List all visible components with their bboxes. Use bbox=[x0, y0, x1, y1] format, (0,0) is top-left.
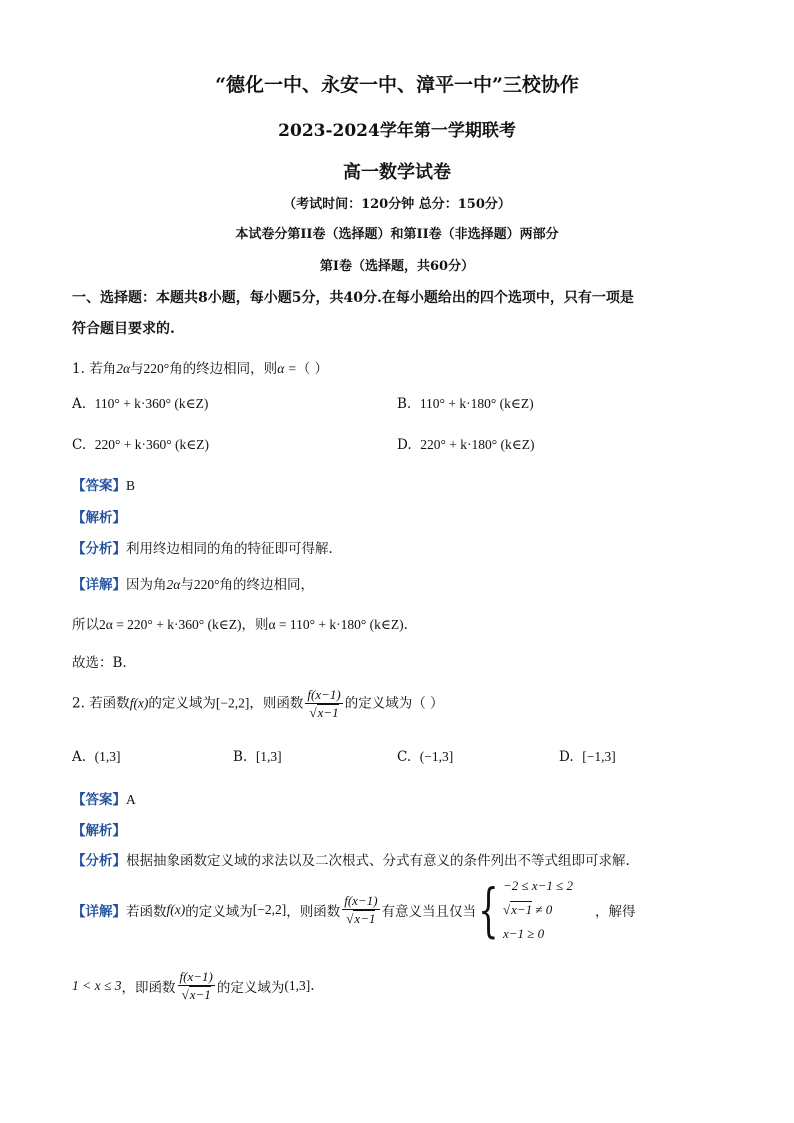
xj-math: 220° bbox=[193, 577, 220, 592]
q1-text-pre: 若角 bbox=[89, 361, 117, 377]
q1-option-a bbox=[72, 396, 208, 412]
xj-text: ，解得 bbox=[595, 904, 636, 920]
option-label: A. bbox=[72, 396, 87, 412]
xj-text: ，则 bbox=[241, 617, 269, 633]
xj-math: 2α = 220° + k·360° (k∈Z) bbox=[99, 617, 242, 632]
xj-math: [−2,2] bbox=[252, 902, 287, 917]
option-text: 110° + k·360° (k∈Z) bbox=[94, 396, 209, 411]
q1-answer bbox=[72, 474, 135, 494]
result-text: . bbox=[310, 978, 315, 994]
result-fraction: $\frac{f(x-1)}{√x-1}$ bbox=[179, 969, 213, 1002]
q1-blank: （ ） bbox=[296, 361, 329, 377]
title-subject: 高一数学试卷 bbox=[343, 162, 451, 183]
exam-structure: 本试卷分第II卷（选择题）和第II卷（非选择题）两部分 bbox=[235, 227, 559, 242]
system-neq: ≠ 0 bbox=[532, 902, 553, 917]
fenxi-tag: 【分析】 bbox=[72, 541, 126, 557]
xiangjie-tag: 【详解】 bbox=[72, 904, 126, 920]
q1-text-mid: 与 bbox=[130, 361, 144, 377]
option-text: 110° + k·180° (k∈Z) bbox=[419, 396, 534, 411]
q1-math-2alpha: 2α bbox=[116, 361, 131, 376]
xj-text: 所以 bbox=[72, 617, 99, 633]
fraction-denominator: x−1 bbox=[354, 911, 376, 926]
q1-option-c bbox=[72, 437, 209, 453]
q2-xiangjie bbox=[72, 874, 636, 946]
xj-fraction: $\frac{f(x-1)}{√x-1}$ bbox=[344, 893, 378, 926]
q2-math: [−2,2] bbox=[215, 695, 250, 711]
q2-fraction: $\frac{f(x-1)}{√x-1}$ bbox=[307, 687, 341, 720]
answer-tag: 【答案】 bbox=[72, 478, 126, 494]
fenxi-text: 利用终边相同的角的特征即可得解. bbox=[126, 541, 333, 557]
answer-value: B bbox=[126, 478, 136, 493]
option-text: (−1,3] bbox=[419, 749, 454, 764]
option-label: D. bbox=[397, 437, 412, 453]
question-2 bbox=[72, 686, 444, 722]
xj-text: 有意义当且仅当 bbox=[381, 904, 477, 920]
q1-xiangjie-1 bbox=[72, 573, 314, 593]
q2-number: 2. bbox=[72, 695, 85, 712]
system-line-2: √x−1 ≠ 0 bbox=[502, 902, 553, 917]
option-label: A. bbox=[72, 749, 87, 765]
fraction-denominator: x−1 bbox=[189, 987, 211, 1002]
answer-value: A bbox=[126, 792, 136, 807]
xj-text: ，则函数 bbox=[286, 904, 341, 920]
q2-answer bbox=[72, 788, 136, 808]
option-text: [−1,3] bbox=[582, 749, 616, 764]
fraction-numerator: f(x−1) bbox=[179, 969, 213, 984]
q1-analysis-tag: 【解析】 bbox=[72, 510, 126, 526]
q2-result bbox=[72, 966, 315, 1006]
option-label: D. bbox=[559, 749, 574, 765]
q1-text-post: 角的终边相同，则 bbox=[169, 361, 278, 377]
result-value: (1,3] bbox=[284, 978, 311, 993]
option-text: 220° + k·360° (k∈Z) bbox=[94, 437, 209, 452]
inequality-system bbox=[503, 874, 573, 946]
fenxi-text: 根据抽象函数定义域的求法以及二次根式、分式有意义的条件列出不等式组即可求解. bbox=[126, 853, 630, 869]
title-schools: “德化一中、永安一中、漳平一中”三校协作 bbox=[215, 74, 579, 96]
q2-option-c bbox=[397, 749, 453, 765]
xj-text: 角的终边相同， bbox=[219, 577, 314, 593]
result-text: 的定义域为 bbox=[216, 980, 285, 996]
q2-fenxi bbox=[72, 849, 630, 869]
section-instructions-1: 一、选择题：本题共8小题，每小题5分，共40分.在每小题给出的四个选项中，只有一项是 bbox=[72, 290, 634, 306]
section-instructions-2: 符合题目要求的. bbox=[72, 321, 175, 337]
q1-xiangjie-2 bbox=[72, 613, 408, 633]
q1-option-d bbox=[397, 437, 535, 453]
xj-text: . bbox=[403, 617, 408, 633]
xiangjie-tag: 【详解】 bbox=[72, 577, 126, 593]
fraction-denominator: x−1 bbox=[317, 705, 339, 720]
title-year: 2023-2024学年第一学期联考 bbox=[278, 121, 516, 141]
q2-option-a bbox=[72, 749, 121, 765]
question-1 bbox=[72, 357, 328, 377]
system-line-1: −2 ≤ x−1 ≤ 2 bbox=[502, 878, 574, 893]
fraction-numerator: f(x−1) bbox=[307, 687, 341, 702]
exam-info: （考试时间：120分钟 总分：150分） bbox=[283, 197, 511, 212]
q2-option-d bbox=[559, 749, 616, 765]
option-text: (1,3] bbox=[94, 749, 121, 764]
system-line-3: x−1 ≥ 0 bbox=[502, 926, 545, 941]
answer-tag: 【答案】 bbox=[72, 792, 126, 808]
result-text: ，即函数 bbox=[121, 980, 176, 996]
option-label: C. bbox=[397, 749, 412, 765]
q1-number: 1. bbox=[72, 361, 85, 377]
system-brace: { bbox=[478, 876, 499, 944]
q2-text: 的定义域为 bbox=[148, 695, 216, 712]
option-label: B. bbox=[233, 749, 248, 765]
option-label: C. bbox=[72, 437, 87, 453]
q2-text: 若函数 bbox=[89, 695, 130, 712]
system-sqrt: x−1 bbox=[511, 902, 533, 917]
q2-option-b bbox=[233, 749, 282, 765]
xj-math: 2α bbox=[166, 577, 181, 592]
fenxi-tag: 【分析】 bbox=[72, 853, 126, 869]
q1-fenxi bbox=[72, 537, 333, 557]
q2-text: 的定义域为（ ） bbox=[344, 695, 444, 712]
q2-text: ，则函数 bbox=[249, 695, 304, 712]
xj-text: 与 bbox=[180, 577, 194, 593]
q1-conclusion: 故选：B. bbox=[72, 655, 127, 671]
option-label: B. bbox=[397, 396, 412, 412]
part-one-heading: 第I卷（选择题，共60分） bbox=[319, 259, 475, 274]
fraction-numerator: f(x−1) bbox=[344, 893, 378, 908]
xj-math: f(x) bbox=[166, 902, 186, 917]
q2-analysis-tag: 【解析】 bbox=[72, 823, 126, 839]
xj-text: 的定义域为 bbox=[185, 904, 253, 920]
q1-math-220: 220° bbox=[143, 361, 170, 376]
xj-text: 因为角 bbox=[126, 577, 167, 593]
q1-math-alpha: α = bbox=[277, 361, 297, 376]
xj-text: 若函数 bbox=[126, 904, 167, 920]
result-math: 1 < x ≤ 3 bbox=[72, 978, 122, 993]
q1-option-b bbox=[397, 396, 534, 412]
option-text: 220° + k·180° (k∈Z) bbox=[420, 437, 535, 452]
q2-math: f(x) bbox=[129, 695, 149, 711]
option-text: [1,3] bbox=[255, 749, 282, 764]
xj-math: α = 110° + k·180° (k∈Z) bbox=[268, 617, 404, 632]
